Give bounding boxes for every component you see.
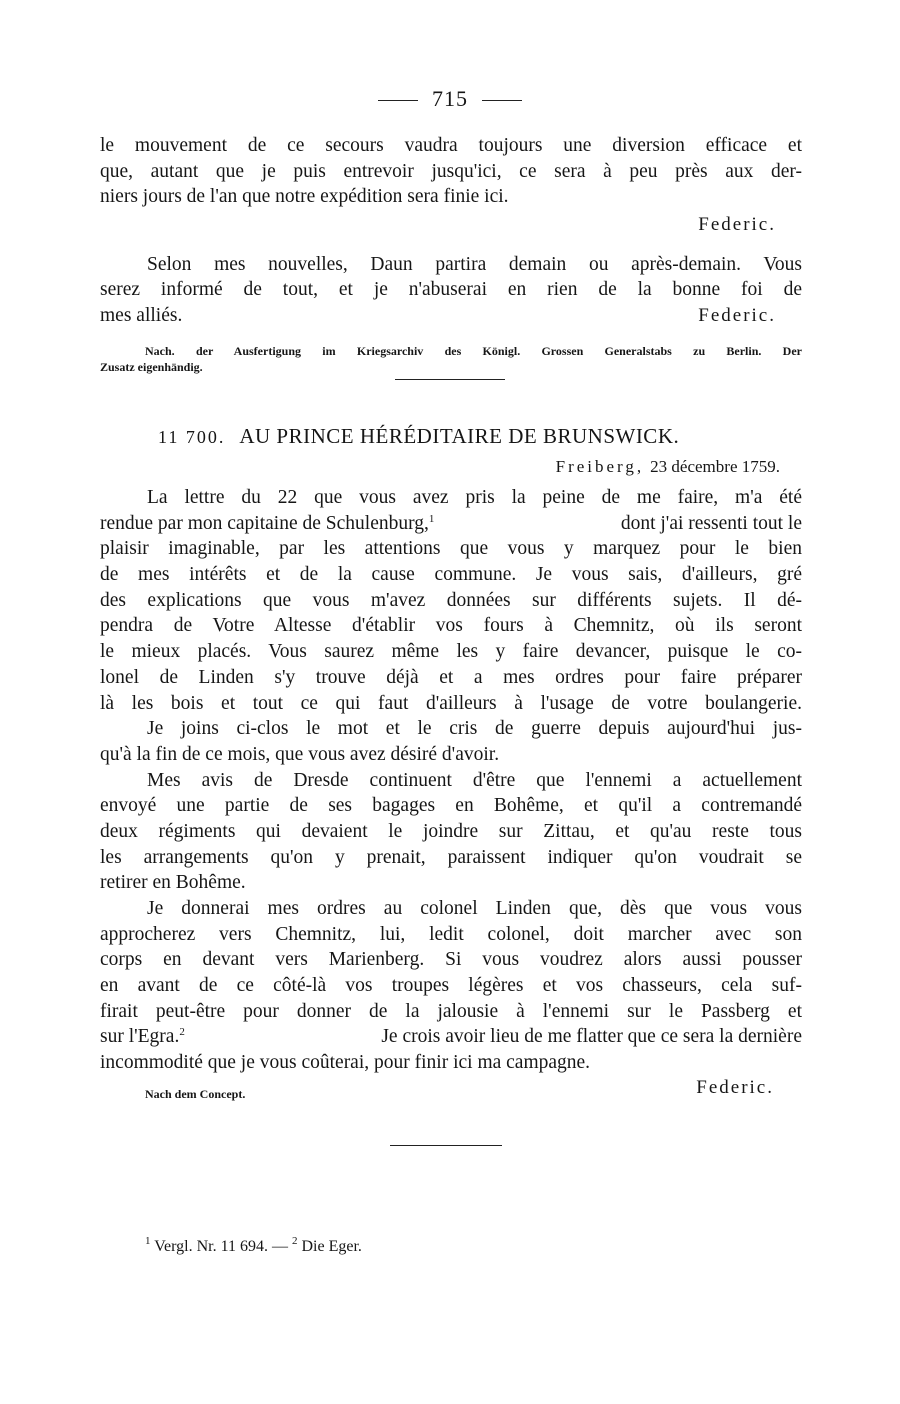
text-line: serez informé de tout, et je n'abuserai en rien de la bonne foi de bbox=[100, 279, 802, 301]
footnote-ref: 2 bbox=[179, 1026, 185, 1039]
header-dash-left bbox=[378, 100, 418, 101]
dateline-place: Freiberg, bbox=[555, 457, 645, 476]
text-line: firait peut-être pour donner de la jalousie à l'ennemi sur le Passberg et bbox=[100, 1000, 802, 1022]
text-line: deux régiments qui devaient le joindre sur Zittau, et qu'au reste tous bbox=[100, 820, 802, 842]
text-line: envoyé une partie de ses bagages en Bohême, et qu'il a contremandé bbox=[100, 795, 802, 817]
letter-number: 11 700. bbox=[158, 427, 226, 447]
text-segment: Je crois avoir lieu de me flatter que ce sera la dernière bbox=[381, 1026, 802, 1048]
text-line: incommodité que je vous coûterai, pour finir ici ma campagne. bbox=[100, 1052, 591, 1074]
text-line: corps en devant vers Marienberg. Si vous voudrez alors aussi pousser bbox=[100, 949, 802, 971]
footnotes bbox=[145, 1235, 362, 1256]
text-line: plaisir imaginable, par les attentions que vous y marquez pour le bien bbox=[100, 538, 802, 560]
footnote-text: Die Eger. bbox=[301, 1238, 362, 1255]
letter-title: AU PRINCE HÉRÉDITAIRE DE BRUNSWICK. bbox=[239, 424, 680, 448]
text-segment: dont j'ai ressenti tout le bbox=[620, 512, 802, 534]
text-line: Je joins ci-clos le mot et le cris de guerre depuis aujourd'hui jus- bbox=[147, 718, 802, 740]
text-line: lonel de Linden s'y trouve déjà et a mes ordres pour faire préparer bbox=[100, 666, 802, 688]
text-line: approcherez vers Chemnitz, lui, ledit colonel, doit marcher avec son bbox=[100, 923, 802, 945]
text-line: le mouvement de ce secours vaudra toujours une diversion efficace et bbox=[100, 135, 802, 156]
footnote-mark: 1 bbox=[145, 1235, 151, 1247]
text-line: le mieux placés. Vous saurez même les y faire devancer, puisque le co- bbox=[100, 641, 802, 663]
footnote-mark: 2 bbox=[292, 1235, 298, 1247]
text-line: Mes avis de Dresde continuent d'être que l'ennemi a actuellement bbox=[147, 769, 802, 791]
header-dash-right bbox=[482, 100, 522, 101]
text-line: Selon mes nouvelles, Daun partira demain ou après-demain. Vous bbox=[147, 253, 802, 275]
letter-heading bbox=[158, 424, 679, 449]
archive-note bbox=[100, 343, 802, 375]
text-line: là les bois et tout ce qui faut d'ailleurs à l'usage de votre boulangerie. bbox=[100, 692, 802, 714]
text-line: en avant de ce côté-là vos troupes légères et vos chasseurs, cela suf- bbox=[100, 975, 802, 997]
dateline-date: 23 décembre 1759. bbox=[650, 457, 780, 476]
source-note: Nach dem Concept. bbox=[145, 1087, 246, 1101]
text-line: des explications que vous m'avez données sur différents sujets. Il dé- bbox=[100, 589, 802, 611]
signature: Federic. bbox=[696, 1077, 774, 1098]
section-divider bbox=[390, 1145, 502, 1146]
text-line: que, autant que je puis entrevoir jusqu'ici, ce sera à peu près aux der- bbox=[100, 160, 802, 182]
text-line: les arrangements qu'on y prenait, paraissent indiquer qu'on voudrait se bbox=[100, 846, 802, 868]
section-divider bbox=[395, 379, 505, 380]
signature: Federic. bbox=[698, 305, 776, 327]
archive-note-line: Nach. der Ausfertigung im Kriegsarchiv des Königl. Grossen Generalstabs zu Berlin. Der bbox=[145, 343, 802, 358]
page-number-header bbox=[0, 86, 900, 112]
text-line: pendra de Votre Altesse d'établir vos fours à Chemnitz, où ils seront bbox=[100, 615, 802, 637]
text-line: niers jours de l'an que notre expédition sera finie ici. bbox=[100, 186, 509, 208]
text-segment: rendue par mon capitaine de Schulenburg, bbox=[100, 512, 429, 534]
text-line: mes alliés. bbox=[100, 305, 183, 327]
text-line-with-footnote bbox=[100, 1024, 802, 1050]
dateline bbox=[556, 457, 780, 477]
archive-note-line: Zusatz eigenhändig. bbox=[100, 359, 203, 374]
text-line: qu'à la fin de ce mois, que vous avez désiré d'avoir. bbox=[100, 743, 500, 765]
footnote-text: Vergl. Nr. 11 694. — bbox=[154, 1238, 288, 1255]
text-segment: sur l'Egra. bbox=[100, 1026, 180, 1048]
letter-body bbox=[100, 485, 802, 1076]
postscript-last-line bbox=[100, 303, 802, 329]
page-number: 715 bbox=[432, 86, 468, 111]
signature: Federic. bbox=[698, 214, 776, 236]
text-line: La lettre du 22 que vous avez pris la peine de me faire, m'a été bbox=[147, 487, 802, 508]
text-line: retirer en Bohême. bbox=[100, 872, 246, 894]
text-line-with-footnote bbox=[100, 511, 802, 537]
footnote-ref: 1 bbox=[428, 512, 435, 525]
text-line: de mes intérêts et de la cause commune. Je vous sais, d'ailleurs, gré bbox=[100, 564, 802, 586]
previous-letter-ending bbox=[100, 133, 802, 375]
text-line: Je donnerai mes ordres au colonel Linden que, dès que vous vous bbox=[147, 898, 802, 919]
